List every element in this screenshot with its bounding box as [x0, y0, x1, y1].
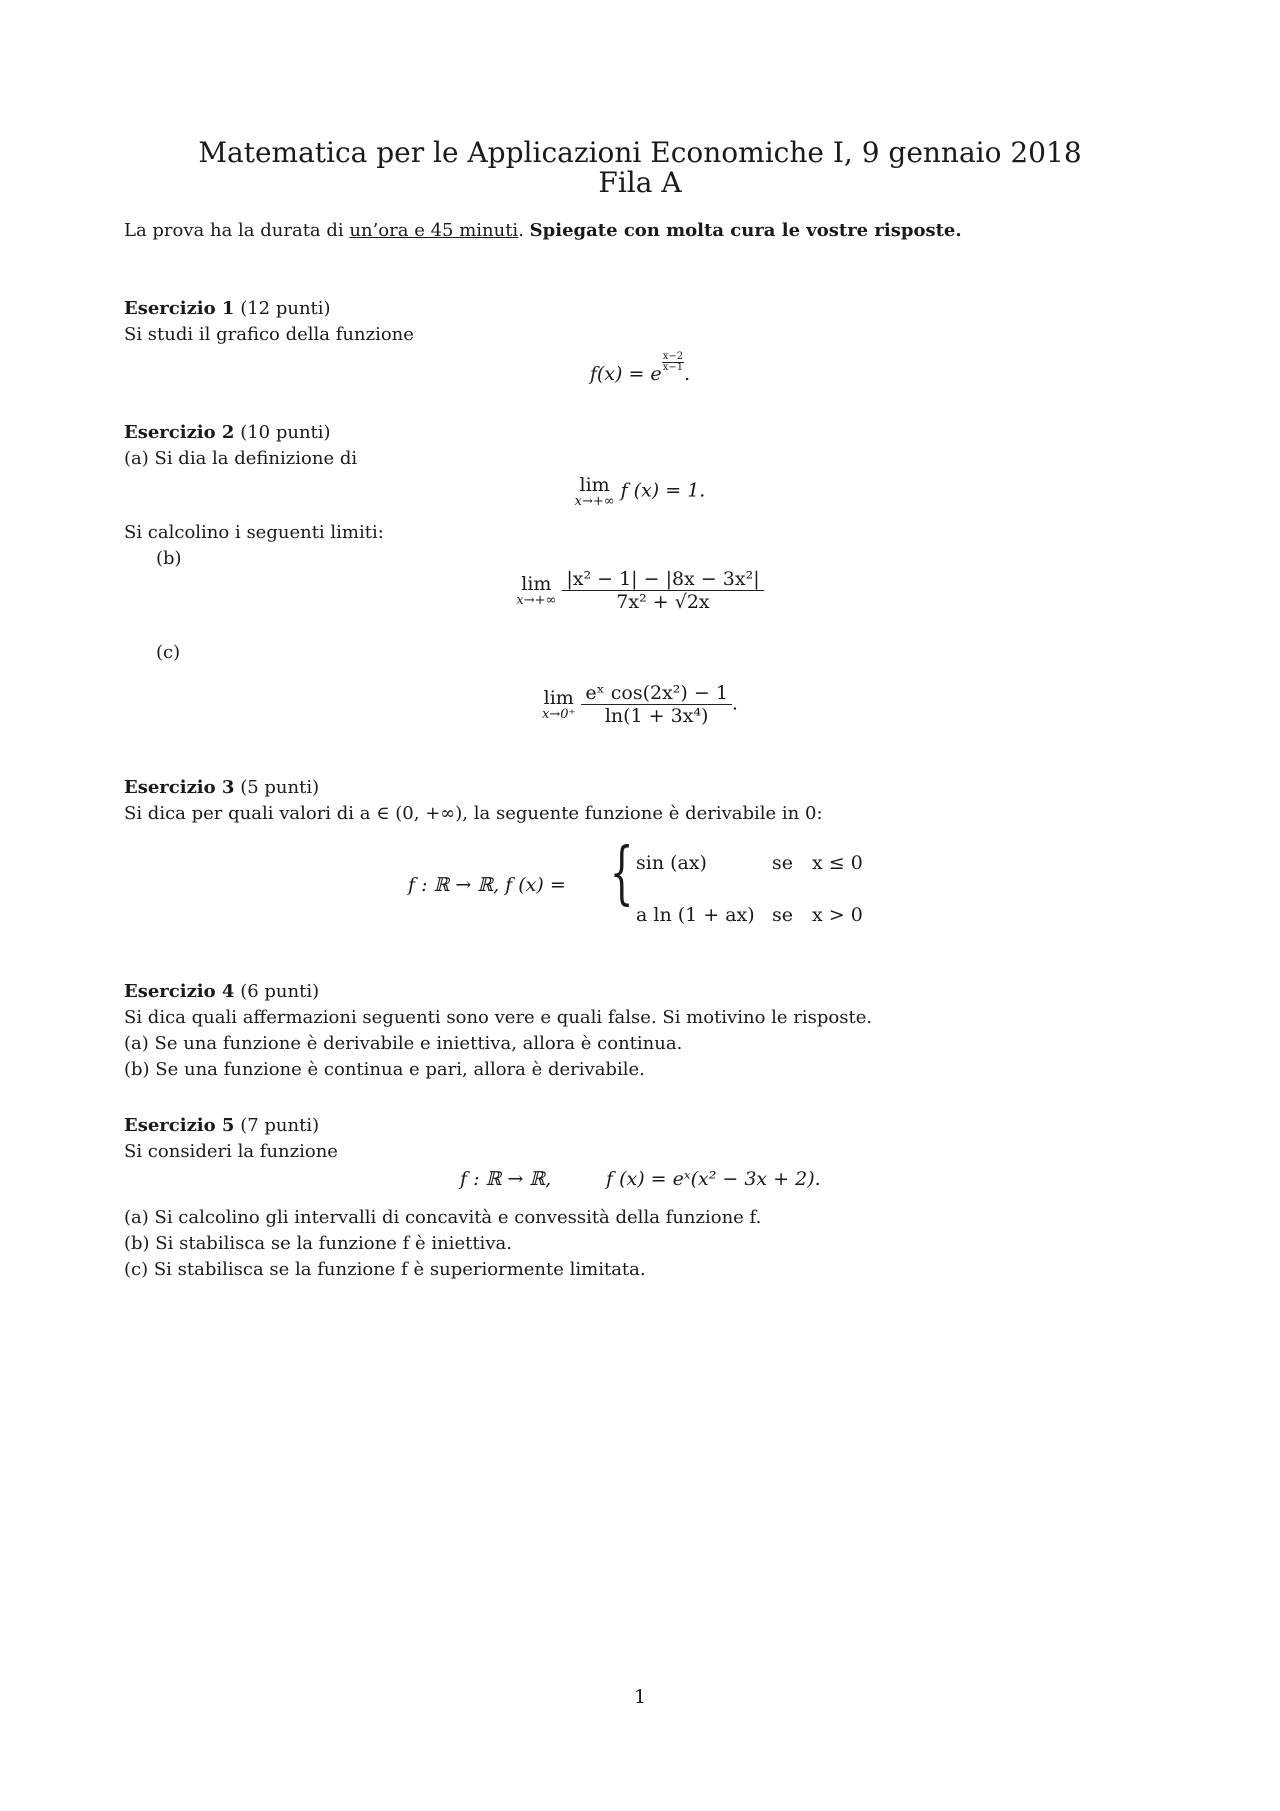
- ex3-lhs: [408, 874, 566, 896]
- ex4-heading-line: [124, 980, 319, 1004]
- ex3-case2-expr: a ln (1 + ax): [636, 904, 755, 926]
- ex2-lim-b-op: [516, 573, 556, 608]
- ex2-limit-b: [0, 568, 1280, 613]
- ex1-heading: Esercizio 1: [124, 298, 235, 319]
- ex2-lim-a-sub: x→+∞: [574, 494, 615, 509]
- intro-text-b: .: [518, 220, 530, 241]
- ex3-case2-se: se: [772, 904, 793, 926]
- ex2-lim-c-op: [542, 687, 575, 722]
- ex3-heading-line: [124, 776, 319, 800]
- ex3-case2-cond: x > 0: [812, 904, 863, 926]
- ex2-lim-c-fraction: [581, 682, 732, 727]
- ex5-formula-b-text: f (x) = eˣ(x² − 3x + 2).: [606, 1168, 821, 1190]
- ex2-lim-b-sub: x→+∞: [516, 593, 557, 608]
- ex4-item-b: (b) Se una funzione è continua e pari, allora è derivabile.: [124, 1059, 645, 1080]
- ex2-part-a: (a) Si dia la definizione di: [124, 448, 358, 469]
- ex5-item-b: (b) Si stabilisca se la funzione f è iniettiva.: [124, 1233, 512, 1254]
- ex2-lim-b-fraction: [562, 568, 763, 613]
- ex4-text: Si dica quali affermazioni seguenti sono vere e quali false. Si motivino le risposte.: [124, 1007, 873, 1028]
- page-number: 1: [633, 1686, 647, 1708]
- ex4-item-a: (a) Se una funzione è derivabile e iniettiva, allora è continua.: [124, 1033, 683, 1054]
- ex2-lim-b-den: 7x² + √2x: [616, 591, 710, 613]
- intro-text-a: La prova ha la durata di: [124, 220, 350, 241]
- ex2-compute-text: Si calcolino i seguenti limiti:: [124, 522, 384, 543]
- ex3-heading: Esercizio 3: [124, 777, 235, 798]
- ex5-heading: Esercizio 5: [124, 1115, 235, 1136]
- ex2-heading: Esercizio 2: [124, 422, 235, 443]
- ex5-formula-a-text: f : ℝ → ℝ,: [460, 1168, 552, 1190]
- ex4-heading: Esercizio 4: [124, 981, 235, 1002]
- ex1-text: Si studi il grafico della funzione: [124, 324, 414, 345]
- ex1-formula-end: .: [684, 363, 691, 385]
- ex1-exp-den: x−1: [662, 362, 684, 373]
- ex5-heading-line: [124, 1114, 319, 1138]
- exam-subtitle: Fila A: [598, 166, 682, 199]
- ex4-points: (6 punti): [240, 981, 320, 1002]
- ex3-case1-cond: x ≤ 0: [812, 852, 863, 874]
- intro-line: [124, 219, 962, 243]
- ex3-case1-expr: sin (ax): [636, 852, 707, 874]
- ex1-formula: [0, 352, 1280, 385]
- ex2-lim-c-word: lim: [543, 687, 574, 709]
- ex3-text: Si dica per quali valori di a ∈ (0, +∞), la seguente funzione è derivabile in 0:: [124, 803, 823, 824]
- ex2-lim-a-op: [575, 474, 615, 509]
- ex3-lhs-text: f : ℝ → ℝ, f (x) =: [408, 874, 566, 896]
- ex5-formula-b: [606, 1168, 821, 1190]
- ex2-lim-c-sub: x→0⁺: [542, 707, 576, 722]
- ex1-heading-line: [124, 297, 331, 321]
- ex2-lim-c-num: eˣ cos(2x²) − 1: [581, 682, 732, 705]
- ex1-points: (12 punti): [240, 298, 331, 319]
- ex2-limit-a: [0, 474, 1280, 509]
- ex2-heading-line: [124, 421, 331, 445]
- ex2-lim-c-den: ln(1 + 3x⁴): [604, 705, 709, 727]
- ex1-exponent: [662, 352, 684, 373]
- ex3-points: (5 punti): [240, 777, 320, 798]
- ex2-lim-b-word: lim: [521, 573, 552, 595]
- intro-duration: un’ora e 45 minuti: [349, 220, 519, 241]
- ex5-item-a: (a) Si calcolino gli intervalli di concavità e convessità della funzione f.: [124, 1207, 762, 1228]
- ex5-formula-a: [460, 1168, 551, 1190]
- ex5-points: (7 punti): [240, 1115, 320, 1136]
- ex2-lim-c-end: .: [731, 692, 738, 715]
- ex3-brace: {: [609, 834, 634, 913]
- ex1-exp-num: x−2: [662, 351, 684, 362]
- ex2-lim-b-num: |x² − 1| − |8x − 3x²|: [562, 568, 763, 591]
- intro-emphasis: Spiegate con molta cura le vostre risposte.: [529, 220, 962, 241]
- ex2-lim-a-body: f (x) = 1.: [620, 479, 706, 502]
- ex2-points: (10 punti): [240, 422, 331, 443]
- ex1-formula-lhs: f(x) = e: [589, 363, 662, 385]
- ex2-limit-c: [0, 682, 1280, 727]
- ex2-label-c: (c): [156, 642, 181, 663]
- ex3-case1-se: se: [772, 852, 793, 874]
- ex5-text: Si consideri la funzione: [124, 1141, 338, 1162]
- ex2-label-b: (b): [156, 548, 182, 569]
- exam-title: Matematica per le Applicazioni Economiche I, 9 gennaio 2018: [198, 136, 1082, 169]
- ex2-lim-a-word: lim: [579, 474, 610, 496]
- ex5-item-c: (c) Si stabilisca se la funzione f è superiormente limitata.: [124, 1259, 646, 1280]
